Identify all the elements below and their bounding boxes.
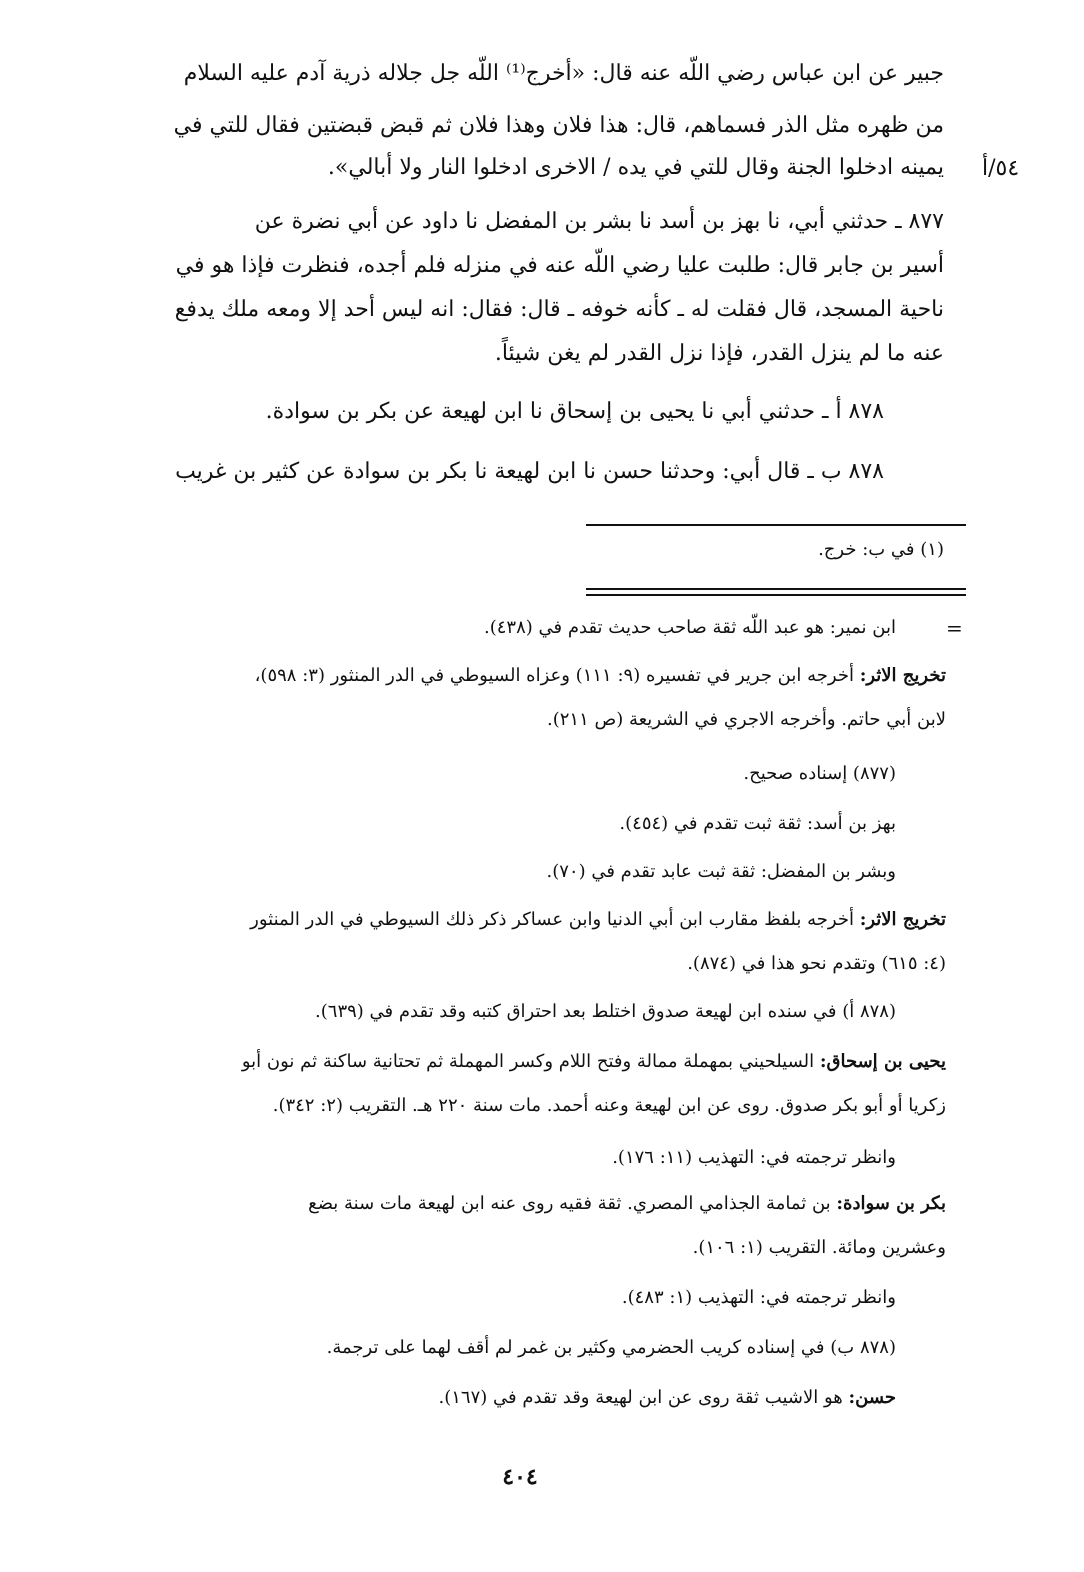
continuation-marker: = <box>946 616 963 640</box>
main-line: يمينه ادخلوا الجنة وقال للتي في يده / الاخرى ادخلوا النار ولا أبالي». <box>327 155 944 180</box>
commentary-label: يحيى بن إسحاق: <box>819 1051 946 1072</box>
hadith-878a: ٨٧٨ أ ـ حدثني أبي نا يحيى بن إسحاق نا ابن لهيعة عن بكر بن سوادة. <box>265 399 884 424</box>
commentary-line <box>104 1050 946 1074</box>
commentary-line <box>54 1386 896 1410</box>
commentary-text: بن ثمامة الجذامي المصري. ثقة فقيه روى عنه ابن لهيعة مات سنة بضع <box>308 1193 837 1214</box>
commentary-line: (٤: ٦١٥) وتقدم نحو هذا في (٨٧٤). <box>687 953 946 974</box>
commentary-label: بكر بن سوادة: <box>836 1193 946 1214</box>
commentary-line: (٨٧٧) إسناده صحيح. <box>743 763 896 784</box>
commentary-line: وعشرين ومائة. التقريب (١: ١٠٦). <box>692 1237 946 1258</box>
commentary-text: هو الاشيب ثقة روى عن ابن لهيعة وقد تقدم في (١٦٧). <box>438 1387 849 1408</box>
commentary-text: أخرجه بلفظ مقارب ابن أبي الدنيا وابن عساكر ذكر ذلك السيوطي في الدر المنثور <box>250 909 860 930</box>
commentary-line: وانظر ترجمته في: التهذيب (١١: ١٧٦). <box>612 1147 896 1168</box>
hadith-877-line: عنه ما لم ينزل القدر، فإذا نزل القدر لم يغن شيئاً. <box>494 341 944 366</box>
commentary-label: تخريج الاثر: <box>859 909 946 930</box>
commentary-text: أخرجه ابن جرير في تفسيره (٩: ١١١) وعزاه السيوطي في الدر المنثور (٣: ٥٩٨)، <box>254 665 860 686</box>
commentary-line: (٨٧٨ ب) في إسناده كريب الحضرمي وكثير بن غمر لم أقف لهما على ترجمة. <box>326 1337 896 1358</box>
commentary-line: ابن نمير: هو عبد اللّه ثقة صاحب حديث تقدم في (٤٣٨). <box>484 617 896 638</box>
commentary-line: وبشر بن المفضل: ثقة ثبت عابد تقدم في (٧٠). <box>546 861 896 882</box>
commentary-line <box>104 664 946 688</box>
commentary-text: السيلحيني بمهملة ممالة وفتح اللام وكسر المهملة ثم تحتانية ساكنة ثم نون أبو <box>241 1051 820 1072</box>
folio-marker: ٥٤/أ <box>982 156 1020 181</box>
commentary-line: وانظر ترجمته في: التهذيب (١: ٤٨٣). <box>621 1287 896 1308</box>
hadith-877-line: أسير بن جابر قال: طلبت عليا رضي اللّه عنه في منزله فلم أجده، فنظرت فإذا هو في <box>175 253 944 278</box>
commentary-line: بهز بن أسد: ثقة ثبت تقدم في (٤٥٤). <box>619 813 896 834</box>
footnote: (١) في ب: خرج. <box>818 539 944 560</box>
commentary-line: لابن أبي حاتم. وأخرجه الاجري في الشريعة (ص ٢١١). <box>546 709 946 730</box>
page-number: ٤٠٤ <box>502 1464 538 1490</box>
main-line: جبير عن ابن عباس رضي اللّه عنه قال: «أخرج⁽¹⁾ اللّه جل جلاله ذرية آدم عليه السلام <box>183 61 944 86</box>
hadith-877-line: ٨٧٧ ـ حدثني أبي، نا بهز بن أسد نا بشر بن المفضل نا داود عن أبي نضرة عن <box>254 209 944 234</box>
commentary-line: زكريا أو أبو بكر صدوق. روى عن ابن لهيعة وعنه أحمد. مات سنة ٢٢٠ هـ. التقريب (٢: ٣٤٢). <box>272 1095 946 1116</box>
commentary-rule <box>586 594 966 596</box>
commentary-label: تخريج الاثر: <box>859 665 946 686</box>
hadith-877-line: ناحية المسجد، قال فقلت له ـ كأنه خوفه ـ قال: فقال: انه ليس أحد إلا ومعه ملك يدفع <box>174 297 944 322</box>
footnote-rule <box>586 524 966 526</box>
commentary-line <box>104 1192 946 1216</box>
hadith-878b: ٨٧٨ ب ـ قال أبي: وحدثنا حسن نا ابن لهيعة نا بكر بن سوادة عن كثير بن غريب <box>175 459 884 484</box>
main-line: من ظهره مثل الذر فسماهم، قال: هذا فلان وهذا فلان ثم قبض قبضتين فقال للتي في <box>173 113 944 138</box>
commentary-line: (٨٧٨ أ) في سنده ابن لهيعة صدوق اختلط بعد احتراق كتبه وقد تقدم في (٦٣٩). <box>315 1001 896 1022</box>
commentary-rule <box>586 588 966 590</box>
commentary-label: حسن: <box>848 1387 896 1408</box>
commentary-line <box>104 908 946 932</box>
